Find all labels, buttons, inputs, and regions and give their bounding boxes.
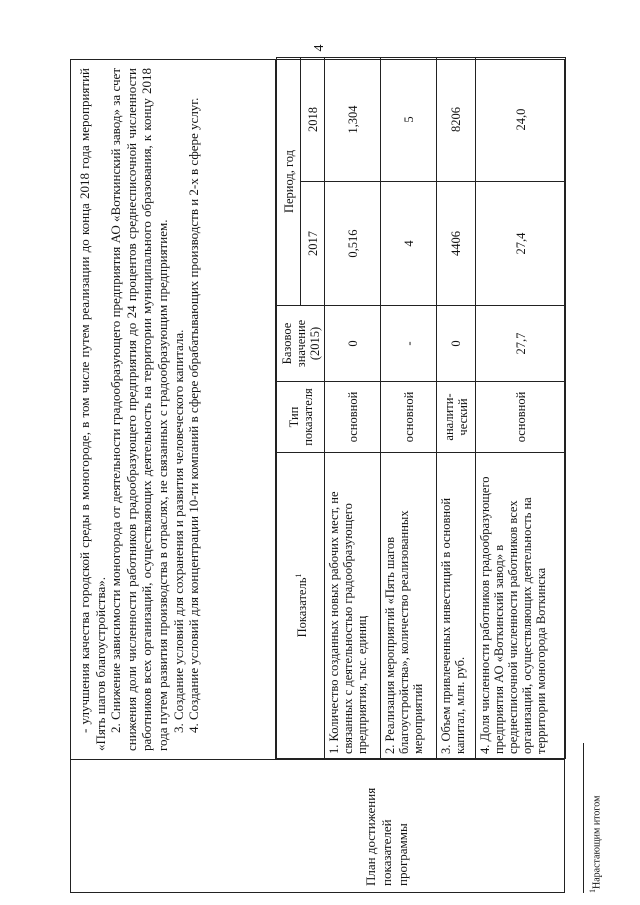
footnote-mark: 1 [588, 889, 597, 893]
base-cell: 27,7 [476, 306, 566, 382]
right-column [71, 60, 564, 759]
program-table-frame [70, 59, 565, 893]
page-number: 4 [312, 44, 327, 52]
value-2017-cell: 0,516 [325, 182, 381, 306]
indicator-cell: 4. Доля численности работников градообразующего предприятия АО «Воткинский завод» в среднесписочной численности работников всех организаций, осуществляющих деятельность на территории моногорода Воткинска [476, 453, 566, 759]
indicator-cell: 2. Реализация мероприятий «Пять шагов благоустройства», количество реализованных мероприятий [381, 453, 437, 759]
type-cell: основной [381, 382, 437, 453]
value-2017-cell: 4406 [437, 182, 476, 306]
value-2018-cell: 24,0 [476, 58, 566, 182]
value-2018-cell: 5 [381, 58, 437, 182]
paragraph: 4. Создание условий для концентрации 10-ти компаний в сфере обрабатывающих производств и 2-х в сфере услуг. [186, 97, 202, 733]
value-2018-cell: 8206 [437, 58, 476, 182]
header-base: Базовое значение (2015) [277, 306, 325, 382]
footnote-marker: 1 [293, 573, 303, 578]
footnote-separator [583, 743, 584, 893]
indicator-cell: 1. Количество созданных новых рабочих мест, не связанных с деятельностью градообразующего предприятия, тыс. единиц [325, 453, 381, 759]
table-row [476, 58, 566, 759]
footnote-text: Нарастающим итогом [591, 795, 603, 889]
header-year-2018: 2018 [301, 58, 325, 182]
indicator-cell: 3. Объем привлеченных инвестиций в основной капитал, млн. руб. [437, 453, 476, 759]
table-row [381, 58, 437, 759]
type-cell: основной [476, 382, 566, 453]
footnote [588, 796, 602, 893]
base-cell: - [381, 306, 437, 382]
header-indicator: Показатель$^1$ [277, 453, 325, 759]
value-2018-cell: 1,304 [325, 58, 381, 182]
type-cell: аналити-ческий [437, 382, 476, 453]
header-year-2017: 2017 [301, 182, 325, 306]
paragraph: 2. Снижение зависимости моногорода от деятельности градообразующего предприятия АО «Воткинский завод» за счет снижения доли численности работников градообразующего предприятия до 24 процентов среднесписочной численности работников всех организаций, осуществляющих деятельность на территории муниципального образования, к концу 2018 года путем развития производства в отраслях, не связанных с градообразующим предприятием. [108, 68, 170, 751]
section-label: План достижения показателей программы [363, 787, 410, 886]
goals-text [71, 60, 276, 759]
header-period: Период, год [277, 58, 301, 306]
table-row [325, 58, 381, 759]
paragraph: - улучшения качества городской среды в моногороде, в том числе путем реализации до конца 2018 года мероприятий «Пять шагов благоустройства». [77, 68, 108, 751]
base-cell: 0 [437, 306, 476, 382]
paragraph: 3. Создание условий для сохранения и развития человеческого капитала. [170, 329, 186, 733]
left-column [71, 759, 564, 892]
table-row [437, 58, 476, 759]
value-2017-cell: 4 [381, 182, 437, 306]
header-type: Тип показателя [277, 382, 325, 453]
indicators-table [276, 57, 566, 759]
base-cell: 0 [325, 306, 381, 382]
value-2017-cell: 27,4 [476, 182, 566, 306]
type-cell: основной [325, 382, 381, 453]
